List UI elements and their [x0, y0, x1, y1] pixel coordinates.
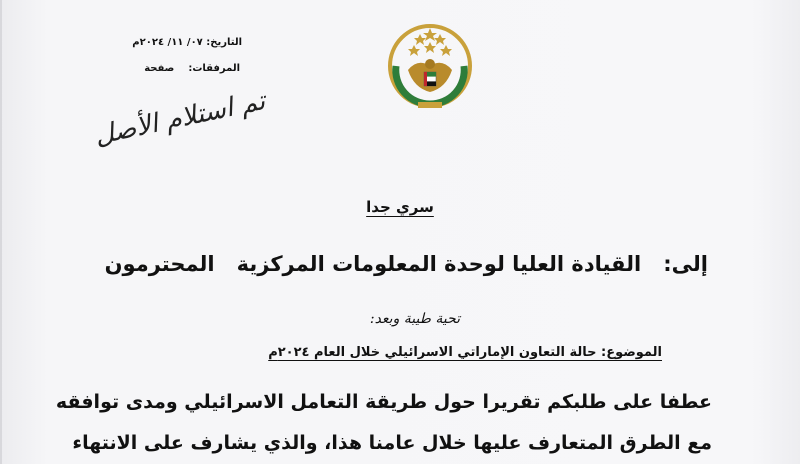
- recipient-honorific: المحترمون: [104, 252, 215, 276]
- recipient-name: القيادة العليا لوحدة المعلومات المركزية: [236, 252, 642, 276]
- handwritten-note: تم استلام الأصل: [92, 85, 268, 152]
- attachments-label: المرفقات:: [188, 63, 240, 74]
- greeting: تحية طيبة وبعد:: [369, 311, 460, 327]
- attachments-value: صفحة: [144, 63, 175, 74]
- document-date: التاريخ: ٠٧/ ١١/ ٢٠٢٤م: [132, 37, 242, 48]
- page-edge: [0, 0, 2, 464]
- subject-line: الموضوع: حالة التعاون الإماراتي الاسرائيلي خلال العام ٢٠٢٤م: [268, 345, 662, 360]
- recipient-line: [105, 252, 708, 276]
- body-paragraph-line: عطفا على طلبكم تقريرا حول طريقة التعامل الاسرائيلي ومدى توافقه: [55, 391, 712, 413]
- body-paragraph-line: مع الطرق المتعارف عليها خلال عامنا هذا، والذي يشارف على الانتهاء: [72, 432, 712, 454]
- classification-text: سري جدا: [366, 198, 434, 216]
- attachments-line: [130, 63, 240, 74]
- classification-label: [0, 198, 800, 216]
- emblem-icon: [388, 18, 472, 118]
- recipient-prefix: إلى:: [663, 252, 708, 276]
